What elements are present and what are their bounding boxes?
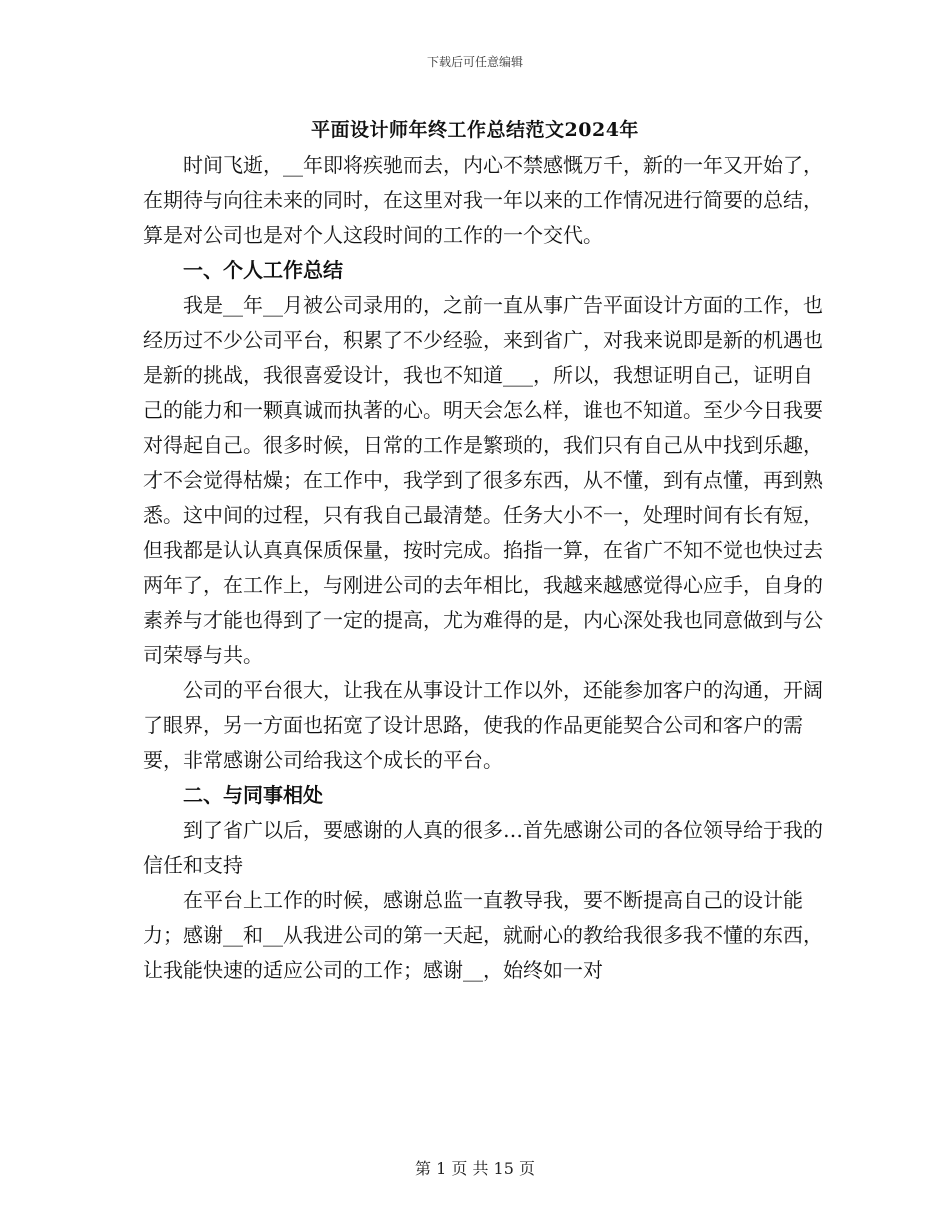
page-number: 第 1 页 共 15 页 xyxy=(415,1159,535,1178)
paragraph: 到了省广以后，要感谢的人真的很多…首先感谢公司的各位领导给于我的信任和支持 xyxy=(143,818,823,877)
paragraph: 我是__年__月被公司录用的，之前一直从事广告平面设计方面的工作，也经历过不少公司平台，积累了不少经验，来到省广，对我来说即是新的机遇也是新的挑战，我很喜爱设计，我也不知道___，所以，我想证明自己，证明自己的能力和一颗真诚而执著的心。明天会怎么样，谁也不知道。至少今日我要对得起自己。很多时候，日常的工作是繁琐的，我们只有自己从中找到乐趣，才不会觉得枯燥；在工作中，我学到了很多东西，从不懂，到有点懂，再到熟悉。这中间的过程，只有我自己最清楚。任务大小不一，处理时间有长有短，但我都是认认真真保质保量，按时完成。掐指一算，在省广不知不觉也快过去两年了，在工作上，与刚进公司的去年相比，我越来越感觉得心应手，自身的素养与才能也得到了一定的提高，尤为难得的是，内心深处我也同意做到与公司荣辱与共。 xyxy=(143,293,823,667)
paragraph: 在平台上工作的时候，感谢总监一直教导我，要不断提高自己的设计能力；感谢__和__从我进公司的第一天起，就耐心的教给我很多我不懂的东西，让我能快速的适应公司的工作；感谢__，始终如一对 xyxy=(143,888,823,982)
page-header: 下载后可任意编辑 xyxy=(426,55,523,69)
intro-paragraph: 时间飞逝，__年即将疾驰而去，内心不禁感慨万千，新的一年又开始了，在期待与向往未来的同时，在这里对我一年以来的工作情况进行简要的总结，算是对公司也是对个人这段时间的工作的一个交代。 xyxy=(143,153,823,247)
section-heading-personal-summary: 一、个人工作总结 xyxy=(183,258,343,282)
document-title: 平面设计师年终工作总结范文2024年 xyxy=(311,119,639,141)
paragraph: 公司的平台很大，让我在从事设计工作以外，还能参加客户的沟通，开阔了眼界，另一方面也拓宽了设计思路，使我的作品更能契合公司和客户的需要，非常感谢公司给我这个成长的平台。 xyxy=(143,678,823,772)
document-body xyxy=(143,148,823,988)
section-heading-colleagues: 二、与同事相处 xyxy=(183,783,323,807)
